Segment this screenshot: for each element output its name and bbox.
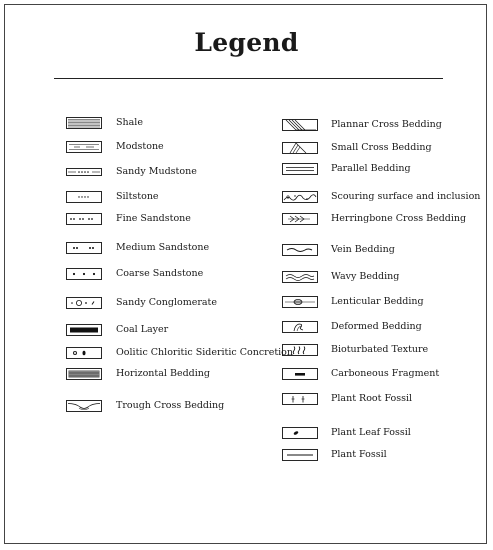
legend-label: Vein Bedding [331, 244, 395, 256]
legend-label: Carboneous Fragment [331, 368, 440, 380]
siltstone-symbol-icon [66, 191, 102, 203]
legend-item-parallel-bedding [282, 161, 411, 177]
legend-item-mudstone [66, 139, 164, 155]
legend-item-medium-sandstone [66, 240, 209, 256]
coal-layer-symbol-icon [66, 324, 102, 336]
legend-label: Coal Layer [116, 324, 169, 336]
legend-label: Bioturbated Texture [331, 344, 429, 356]
legend-label: Small Cross Bedding [331, 142, 432, 154]
legend-item-oolitic-concretion [66, 345, 293, 361]
legend-item-lenticular-bedding [282, 294, 424, 310]
legend-item-plant-leaf-fossil [282, 425, 411, 441]
scouring-surface-symbol-icon [282, 191, 318, 203]
legend-label: Herringbone Cross Bedding [331, 213, 467, 225]
legend-label: Siltstone [116, 191, 159, 203]
legend-label: Plant Root Fossil [331, 393, 413, 405]
legend-label: Parallel Bedding [331, 163, 411, 175]
legend-label: Sandy Conglomerate [116, 297, 217, 309]
fine-sandstone-symbol-icon [66, 213, 102, 225]
medium-sandstone-symbol-icon [66, 242, 102, 254]
title-divider [54, 78, 443, 79]
legend-item-plant-root-fossil [282, 391, 412, 407]
legend-label: Oolitic Chloritic Sideritic Concretion [116, 347, 294, 359]
sandy-conglomerate-symbol-icon [66, 297, 102, 309]
legend-title: Legend [194, 28, 299, 57]
legend-item-horizontal-bedding [66, 366, 210, 382]
legend-item-deformed-bedding [282, 319, 422, 335]
legend-label: Plannar Cross Bedding [331, 119, 442, 131]
legend-label: Plant Fossil [331, 449, 387, 461]
legend-item-plant-fossil [282, 447, 387, 463]
horizontal-bedding-symbol-icon [66, 368, 102, 380]
legend-label: Scouring surface and inclusion [331, 191, 481, 203]
legend-item-herringbone-cross-bedding [282, 211, 466, 227]
legend-label: Trough Cross Bedding [116, 400, 225, 412]
mudstone-symbol-icon [66, 141, 102, 153]
legend-label: Lenticular Bedding [331, 296, 424, 308]
oolitic-concretion-symbol-icon [66, 347, 102, 359]
legend-item-vein-bedding [282, 242, 395, 258]
wavy-bedding-symbol-icon [282, 271, 318, 283]
legend-label: Medium Sandstone [116, 242, 210, 254]
lenticular-bedding-symbol-icon [282, 296, 318, 308]
legend-label: Deformed Bedding [331, 321, 422, 333]
legend-label: Wavy Bedding [331, 271, 400, 283]
legend-label: Fine Sandstone [116, 213, 191, 225]
legend-item-carboneous-fragment [282, 366, 439, 382]
legend-item-fine-sandstone [66, 211, 191, 227]
sandy-mudstone-symbol-icon [66, 166, 102, 178]
plant-fossil-symbol-icon [282, 449, 318, 461]
legend-item-coarse-sandstone [66, 266, 203, 282]
deformed-bedding-symbol-icon [282, 321, 318, 333]
small-cross-bedding-symbol-icon [282, 142, 318, 154]
bioturbated-texture-symbol-icon [282, 344, 318, 356]
legend-item-plannar-cross-bedding [282, 117, 442, 133]
legend-item-bioturbated-texture [282, 342, 428, 358]
legend-item-trough-cross-bedding [66, 398, 224, 414]
parallel-bedding-symbol-icon [282, 163, 318, 175]
legend-item-siltstone [66, 189, 159, 205]
legend-item-small-cross-bedding [282, 140, 432, 156]
carboneous-fragment-symbol-icon [282, 368, 318, 380]
legend-label: Shale [116, 117, 143, 129]
legend-item-sandy-conglomerate [66, 295, 217, 311]
herringbone-cross-bedding-symbol-icon [282, 213, 318, 225]
coarse-sandstone-symbol-icon [66, 268, 102, 280]
vein-bedding-symbol-icon [282, 244, 318, 256]
legend-item-wavy-bedding [282, 269, 399, 285]
legend-item-scouring-surface [282, 189, 480, 205]
legend-label: Coarse Sandstone [116, 268, 204, 280]
legend-label: Modstone [116, 141, 164, 153]
plant-leaf-fossil-symbol-icon [282, 427, 318, 439]
legend-label: Horizontal Bedding [116, 368, 210, 380]
plannar-cross-bedding-symbol-icon [282, 119, 318, 131]
legend-item-coal-layer [66, 322, 168, 338]
trough-cross-bedding-symbol-icon [66, 400, 102, 412]
legend-item-shale [66, 115, 143, 131]
legend-label: Plant Leaf Fossil [331, 427, 411, 439]
plant-root-fossil-symbol-icon [282, 393, 318, 405]
shale-symbol-icon [66, 117, 102, 129]
legend-item-sandy-mudstone [66, 164, 197, 180]
legend-label: Sandy Mudstone [116, 166, 197, 178]
